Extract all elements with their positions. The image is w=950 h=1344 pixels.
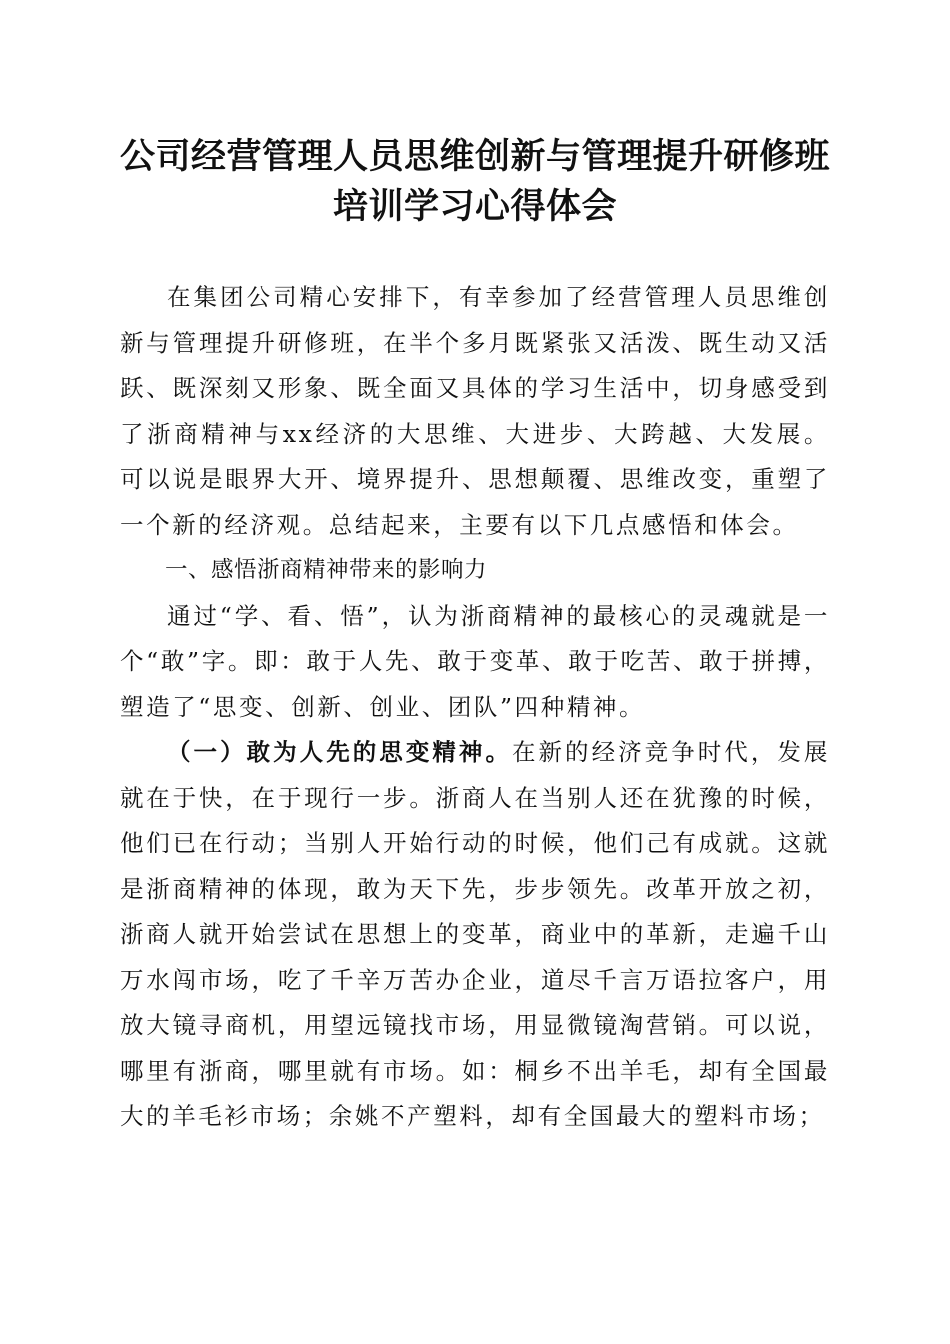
subsection-1-text: 在新的经济竞争时代，发展就在于快，在于现行一步。浙商人在当别人还在犹豫的时候，他们已在行动；当别人开始行动的时候，他们己有成就。这就是浙商精神的体现，敢为天下先，步步领先。改革开放之初，浙商人就开始尝试在思想上的变革，商业中的革新，走遍千山万水闯市场，吃了千辛万苦办企业，道尽千言万语拉客户，用放大镜寻商机，用望远镜找市场，用显微镜淘营销。可以说，哪里有浙商，哪里就有市场。如：桐乡不出羊毛，却有全国最大的羊毛衫市场；余姚不产塑料，却有全国最大的塑料市场； — [120, 738, 830, 1130]
section-1-paragraph: 通过“学、看、悟”，认为浙商精神的最核心的灵魂就是一个“敢”字。即：敢于人先、敢于变革、敢于吃苦、敢于拼搏，塑造了“思变、创新、创业、团队”四种精神。 — [120, 601, 830, 721]
title-line-1: 公司经营管理人员思维创新与管理提升研修班 — [119, 136, 830, 177]
title-line-2: 培训学习心得体会 — [332, 186, 617, 227]
section-heading-1: 一、感悟浙商精神带来的影响力 — [165, 557, 488, 583]
intro-paragraph: 在集团公司精心安排下，有幸参加了经营管理人员思维创新与管理提升研修班，在半个多月既紧张又活泼、既生动又活跃、既深刻又形象、既全面又具体的学习生活中，切身感受到了浙商精神与xx经济的大思维、大进步、大跨越、大发展。可以说是眼界大开、境界提升、思想颠覆、思维改变，重塑了一个新的经济观。总结起来，主要有以下几点感悟和体会。 — [120, 283, 830, 539]
document-title — [110, 132, 840, 232]
subsection-1-lead: （一）敢为人先的思变精神。 — [167, 738, 512, 766]
document-body — [120, 275, 830, 1140]
subsection-1-paragraph — [120, 730, 830, 1140]
